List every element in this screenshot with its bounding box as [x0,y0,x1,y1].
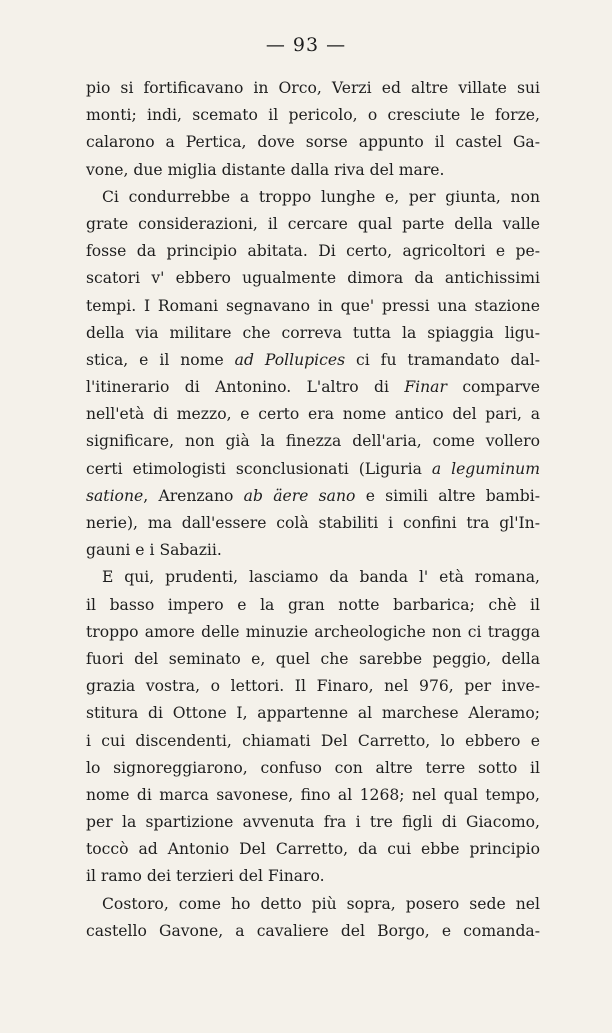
text-run: ci fu tramandato dal- [345,350,540,369]
text-line [86,483,540,510]
text-line: Costoro, come ho detto più sopra, posero sede nel [102,894,540,913]
text-line: toccò ad Antonio Del Carretto, da cui ebbe principio [86,840,540,859]
text-line: per la spartizione avvenuta fra i tre figli di Giacomo, [86,813,540,832]
page-number: — 93 — [265,34,347,56]
text-line [86,374,540,401]
text-line: grate considerazioni, il cercare qual parte della valle [86,214,540,233]
text-run: , Arenzano [143,486,244,505]
text-run: l'itinerario di Antonino. L'altro di [86,378,405,397]
text-line: nell'età di mezzo, e certo era nome antico del pari, a [86,405,540,424]
text-line: monti; indi, scemato il pericolo, o cresciute le forze, [86,106,540,125]
text-line: Ci condurrebbe a troppo lunghe e, per giunta, non [102,187,540,206]
text-line: pio si fortificavano in Orco, Verzi ed altre villate sui [86,79,540,97]
paragraph [86,564,540,890]
text-line [86,347,540,374]
text-line: della via militare che correva tutta la spiaggia ligu- [86,323,540,342]
text-line: grazia vostra, o lettori. Il Finaro, nel 976, per inve- [86,677,540,696]
text-line: tempi. I Romani segnavano in que' pressi una stazione [86,296,540,315]
text-run: e simili altre bambi- [355,486,540,505]
body-text [86,75,540,945]
text-run: certi etimologisti sconclusionati (Liguria [86,459,432,478]
text-run: comparve [446,378,540,397]
text-line: nerie), ma dall'essere colà stabiliti i confini tra gl'In- [86,514,540,532]
text-line: significare, non già la finezza dell'aria, come vollero [86,432,540,451]
italic-text: a leguminum [431,459,540,478]
italic-text: ab äere sano [243,486,356,505]
text-line: il ramo dei terzieri del Finaro. [86,867,325,886]
text-run: stica, e il nome [86,350,235,369]
text-line: E qui, prudenti, lasciamo da banda l' età romana, [102,568,540,587]
text-line: gauni e i Sabazii. [86,541,222,560]
paragraph [86,75,540,184]
text-line: fosse da principio abitata. Di certo, agricoltori e pe- [86,242,540,261]
text-line: calarono a Pertica, dove sorse appunto il castel Ga- [86,133,540,152]
italic-text: satione [86,486,144,505]
text-line: stitura di Ottone I, appartenne al marchese Aleramo; [86,704,540,723]
italic-text: ad Pollupices [234,350,346,369]
italic-text: Finar [404,378,447,397]
text-line: troppo amore delle minuzie archeologiche non ci tragga [86,622,540,641]
text-line: nome di marca savonese, fino al 1268; nel qual tempo, [86,785,540,804]
text-line [86,456,540,483]
text-line: vone, due miglia distante dalla riva del mare. [86,160,445,179]
text-line: castello Gavone, a cavaliere del Borgo, e comanda- [86,921,540,940]
text-line: fuori del seminato e, quel che sarebbe peggio, della [86,649,540,668]
paragraph [86,891,540,945]
text-line: il basso impero e la gran notte barbarica; chè il [86,595,540,614]
text-line: i cui discendenti, chiamati Del Carretto, lo ebbero e [86,731,540,750]
text-line: scatori v' ebbero ugualmente dimora da antichissimi [86,269,540,288]
paragraph [86,184,540,565]
text-line: lo signoreggiarono, confuso con altre terre sotto il [86,758,540,777]
